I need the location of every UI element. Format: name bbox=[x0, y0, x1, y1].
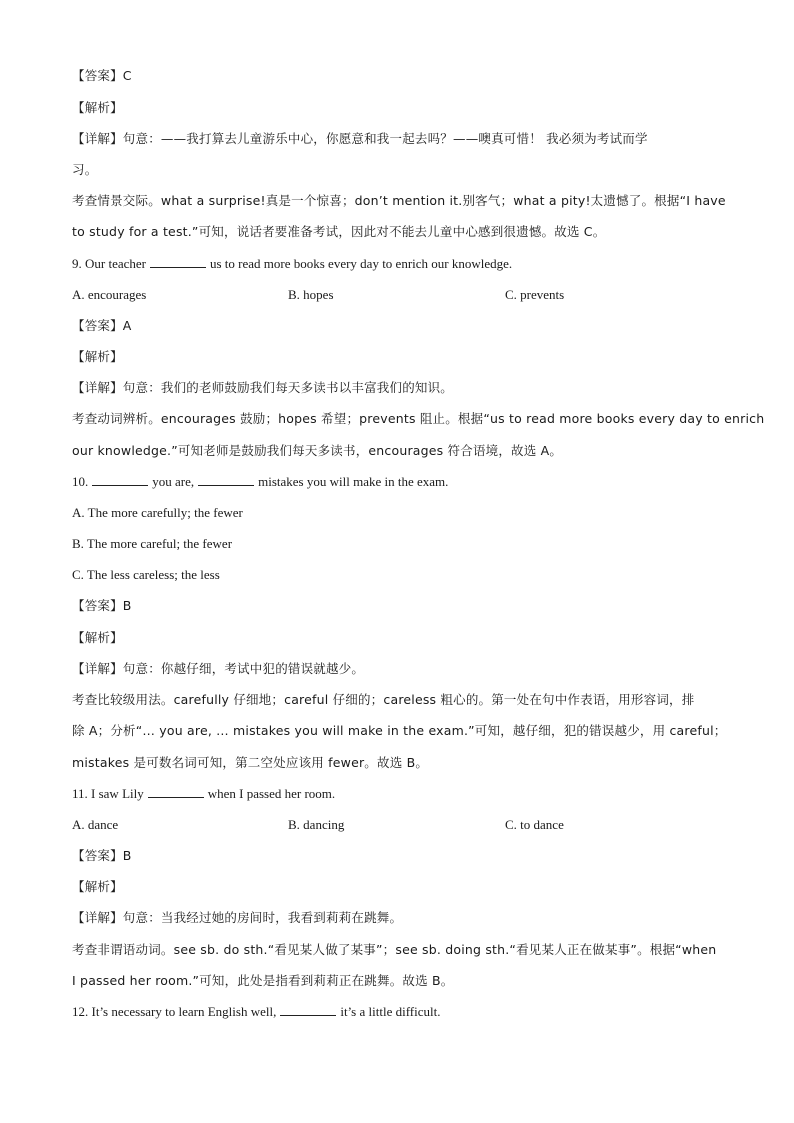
q12-stem-end: it’s a little difficult. bbox=[340, 1004, 441, 1019]
q8-answer: 【答案】C bbox=[72, 68, 132, 83]
q9-stem-end: us to read more books every day to enrich our knowledge. bbox=[210, 256, 513, 271]
q11-option-c: C. to dance bbox=[505, 817, 564, 832]
q9-explanation-line2: our knowledge.”可知老师是鼓励我们每天多读书，encourages 符合语境，故选 A。 bbox=[72, 443, 563, 458]
q10-analysis-label: 【解析】 bbox=[72, 630, 123, 645]
q11-explanation-line1: 考查非谓语动词。see sb. do sth.“看见某人做了某事”；see sb. doing sth.“看见某人正在做某事”。根据“when bbox=[72, 942, 717, 957]
q9-option-b: B. hopes bbox=[288, 287, 334, 302]
q10-stem bbox=[72, 474, 448, 490]
q10-option-b: B. The more careful; the fewer bbox=[72, 536, 233, 551]
q11-option-a: A. dance bbox=[72, 817, 119, 832]
q10-option-a: A. The more carefully; the fewer bbox=[72, 505, 243, 520]
q10-explanation-line1: 考查比较级用法。carefully 仔细地；careful 仔细的；careless 粗心的。第一处在句中作表语，用形容词，排 bbox=[72, 692, 695, 707]
q8-explanation-line2: to study for a test.”可知，说话者要准备考试，因此对不能去儿童中心感到很遗憾。故选 C。 bbox=[72, 224, 606, 239]
q11-option-b: B. dancing bbox=[288, 817, 345, 832]
q11-detail: 【详解】句意：当我经过她的房间时，我看到莉莉在跳舞。 bbox=[72, 910, 403, 925]
q10-stem-middle: you are, bbox=[152, 474, 195, 489]
q9-stem-start: 9. Our teacher bbox=[72, 256, 146, 271]
q9-option-c: C. prevents bbox=[505, 287, 565, 302]
answer-blank bbox=[92, 474, 148, 486]
q9-option-a: A. encourages bbox=[72, 287, 147, 302]
q11-stem-end: when I passed her room. bbox=[207, 786, 336, 801]
answer-blank bbox=[150, 256, 206, 268]
q9-analysis-label: 【解析】 bbox=[72, 349, 123, 364]
answer-blank bbox=[280, 1004, 336, 1016]
q10-answer: 【答案】B bbox=[72, 598, 132, 613]
q8-detail-line2: 习。 bbox=[72, 162, 98, 177]
q10-explanation-line2: 除 A；分析“… you are, … mistakes you will make in the exam.”可知，越仔细，犯的错误越少，用 careful； bbox=[72, 723, 727, 738]
q9-stem bbox=[72, 256, 512, 272]
q11-answer: 【答案】B bbox=[72, 848, 132, 863]
q9-explanation-line1: 考查动词辨析。encourages 鼓励；hopes 希望；prevents 阻止。根据“us to read more books every day to enrich bbox=[72, 411, 765, 426]
q8-analysis-label: 【解析】 bbox=[72, 100, 123, 115]
q8-explanation-line1: 考查情景交际。what a surprise!真是一个惊喜；don’t mention it.别客气；what a pity!太遗憾了。根据“I have bbox=[72, 193, 726, 208]
q11-stem-start: 11. I saw Lily bbox=[72, 786, 144, 801]
answer-blank bbox=[148, 786, 204, 798]
q10-option-c: C. The less careless; the less bbox=[72, 567, 220, 582]
q9-answer: 【答案】A bbox=[72, 318, 132, 333]
q11-analysis-label: 【解析】 bbox=[72, 879, 123, 894]
q12-stem-start: 12. It’s necessary to learn English well, bbox=[72, 1004, 277, 1019]
q10-stem-start: 10. bbox=[72, 474, 89, 489]
q10-explanation-line3: mistakes 是可数名词可知，第二空处应该用 fewer。故选 B。 bbox=[72, 755, 429, 770]
answer-blank bbox=[198, 474, 254, 486]
q12-stem bbox=[72, 1004, 440, 1020]
q11-explanation-line2: I passed her room.”可知，此处是指看到莉莉正在跳舞。故选 B。 bbox=[72, 973, 454, 988]
q8-detail-line1: 【详解】句意：——我打算去儿童游乐中心，你愿意和我一起去吗？——噢真可惜！ 我必须为考试而学 bbox=[72, 131, 648, 146]
q11-stem bbox=[72, 786, 335, 802]
q10-stem-end: mistakes you will make in the exam. bbox=[258, 474, 449, 489]
q10-detail: 【详解】句意：你越仔细，考试中犯的错误就越少。 bbox=[72, 661, 365, 676]
q9-detail: 【详解】句意：我们的老师鼓励我们每天多读书以丰富我们的知识。 bbox=[72, 380, 454, 395]
